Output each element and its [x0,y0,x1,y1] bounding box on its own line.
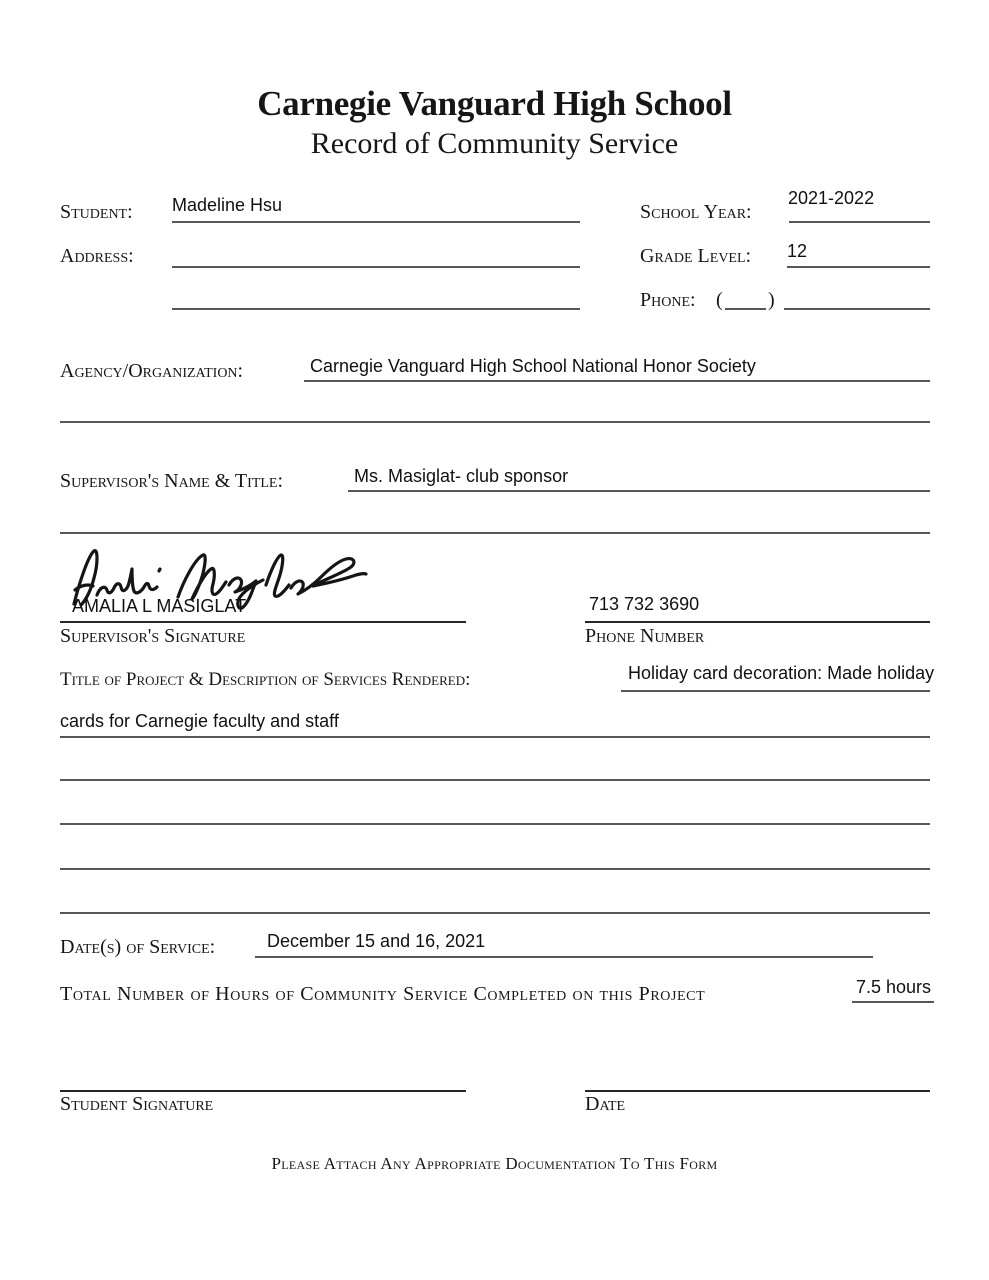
project-line-3 [60,779,930,781]
school-year-value: 2021-2022 [788,188,875,208]
grade-level-value: 12 [787,241,808,261]
total-hours-value: 7.5 hours [856,977,932,997]
dates-of-service-label: Date(s) of Service: [60,936,216,958]
supervisor-name-value: Ms. Masiglat- club sponsor [354,466,569,486]
supervisor-name-label: Supervisor's Name & Title: [60,470,284,492]
project-line-4 [60,823,930,825]
student-value: Madeline Hsu [172,195,283,215]
date-label: Date [585,1093,626,1115]
address-line-1 [172,266,580,268]
grade-level-label: Grade Level: [640,245,752,267]
phone-line [784,308,930,310]
phone-number-value: 713 732 3690 [589,594,700,614]
page-subtitle: Record of Community Service [310,127,679,160]
page-title: Carnegie Vanguard High School [257,84,732,123]
agency-line-2 [60,421,930,423]
footer-note: Please Attach Any Appropriate Documentation To This Form [271,1154,718,1173]
phone-paren-close: ) [768,289,775,311]
student-line [172,221,580,223]
agency-line [304,380,930,382]
student-label: Student: [60,201,133,223]
grade-level-line [787,266,930,268]
supervisor-name-line [348,490,930,492]
phone-number-line [585,621,930,623]
dates-of-service-line [255,956,873,958]
project-line-5 [60,868,930,870]
supervisor-name-line-2 [60,532,930,534]
project-line-6 [60,912,930,914]
school-year-line [789,221,930,223]
phone-area-code-line [725,308,766,310]
phone-paren-open: ( [716,289,723,311]
school-year-label: School Year: [640,201,752,223]
project-line-1 [621,690,930,692]
date-line [585,1090,930,1092]
agency-label: Agency/Organization: [60,360,244,382]
supervisor-signature-line [60,621,466,623]
phone-number-label: Phone Number [585,625,705,647]
address-line-2 [172,308,580,310]
supervisor-printed-name: AMALIA L MASIGLAT [72,596,247,616]
total-hours-line [852,1001,934,1003]
student-signature-label: Student Signature [60,1093,214,1115]
dates-of-service-value: December 15 and 16, 2021 [267,931,486,951]
agency-value: Carnegie Vanguard High School National Honor Society [310,356,756,376]
address-label: Address: [60,245,134,267]
project-value-line2: cards for Carnegie faculty and staff [60,711,339,731]
project-line-2 [60,736,930,738]
project-label: Title of Project & Description of Services Rendered: [60,669,471,690]
total-hours-label: Total Number of Hours of Community Service Completed on this Project [60,983,706,1005]
supervisor-signature-label: Supervisor's Signature [60,625,246,647]
student-signature-line [60,1090,466,1092]
phone-label: Phone: [640,289,696,311]
project-value-line1: Holiday card decoration: Made holiday [628,663,935,683]
